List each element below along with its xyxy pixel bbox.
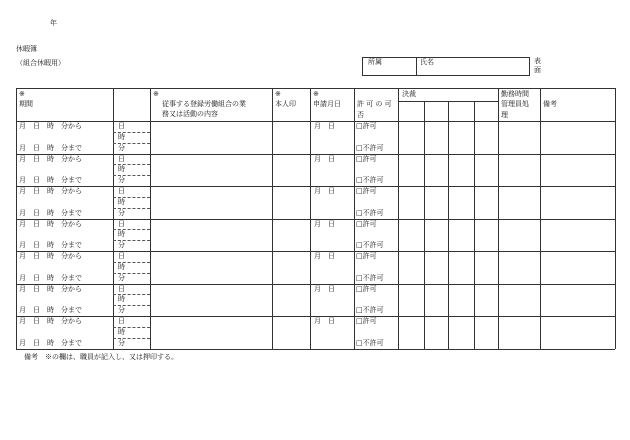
day-unit: 日 <box>118 219 125 228</box>
day-unit: 日 <box>118 317 125 325</box>
column-divider <box>474 101 475 349</box>
column-divider <box>272 88 273 349</box>
period-to: 月 日 時 分まで <box>19 273 82 282</box>
period-from: 月 日 時 分から <box>19 122 82 130</box>
period-from: 月 日 時 分から <box>19 284 82 293</box>
period-from: 月 日 時 分から <box>19 187 82 195</box>
hour-unit: 時 <box>118 295 125 304</box>
day-unit: 日 <box>118 154 125 163</box>
content-label-1: 従事する登録労働組合の業 <box>162 100 246 108</box>
date-mark: ※ <box>313 90 319 98</box>
deny-checkbox: □不許可 <box>356 176 384 185</box>
minute-unit: 分 <box>118 143 125 152</box>
column-divider <box>16 88 17 349</box>
table-border-top <box>16 88 615 89</box>
permit-label-1: 許 可 の 可 <box>357 100 392 108</box>
day-unit: 日 <box>118 284 125 293</box>
content-label-2: 務又は活動の内容 <box>162 110 218 118</box>
column-divider <box>498 88 499 349</box>
permit-checkbox: □許可 <box>356 219 377 228</box>
minute-unit: 分 <box>118 176 125 185</box>
column-divider <box>448 101 449 349</box>
permit-label-2: 否 <box>357 111 364 119</box>
hour-unit: 時 <box>118 230 125 239</box>
column-divider <box>354 88 355 349</box>
period-from: 月 日 時 分から <box>19 252 82 260</box>
form-title: 休暇簿 <box>16 45 37 53</box>
application-date: 月 日 <box>314 284 335 293</box>
seal-label: 本人印 <box>275 100 296 108</box>
minute-unit: 分 <box>118 273 125 282</box>
affiliation-label: 所属 <box>368 58 382 66</box>
column-divider <box>310 88 311 349</box>
column-divider <box>540 88 541 349</box>
application-date: 月 日 <box>314 252 335 260</box>
column-divider <box>150 88 151 349</box>
row-divider <box>16 349 615 350</box>
day-unit: 日 <box>118 122 125 130</box>
year-label: 年 <box>50 19 57 27</box>
period-from: 月 日 時 分から <box>19 317 82 325</box>
form-subtitle: （組合休暇用） <box>16 59 65 67</box>
deny-checkbox: □不許可 <box>356 241 384 250</box>
name-label: 氏名 <box>420 58 434 66</box>
side-label: 表面 <box>534 57 541 74</box>
minute-unit: 分 <box>118 208 125 217</box>
hour-unit: 時 <box>118 327 125 336</box>
minute-unit: 分 <box>118 306 125 315</box>
day-unit: 日 <box>118 187 125 195</box>
manager-label-2: 管理員処 <box>501 100 529 108</box>
application-date: 月 日 <box>314 122 335 130</box>
hour-unit: 時 <box>118 197 125 206</box>
hour-unit: 時 <box>118 132 125 141</box>
minute-unit: 分 <box>118 338 125 347</box>
period-mark: ※ <box>19 90 25 98</box>
date-label: 申請月日 <box>313 100 341 108</box>
period-to: 月 日 時 分まで <box>19 143 82 152</box>
column-divider <box>398 88 399 349</box>
seal-mark: ※ <box>275 90 281 98</box>
period-to: 月 日 時 分まで <box>19 176 82 185</box>
column-divider <box>113 88 114 349</box>
deny-checkbox: □不許可 <box>356 208 384 217</box>
manager-label-3: 理 <box>501 111 508 119</box>
column-divider <box>615 88 616 349</box>
period-from: 月 日 時 分から <box>19 219 82 228</box>
deny-checkbox: □不許可 <box>356 306 384 315</box>
manager-label-1: 勤務時間 <box>501 90 529 98</box>
period-to: 月 日 時 分まで <box>19 338 82 347</box>
minute-unit: 分 <box>118 241 125 250</box>
permit-checkbox: □許可 <box>356 317 377 325</box>
period-to: 月 日 時 分まで <box>19 306 82 315</box>
period-label: 期間 <box>19 100 33 108</box>
application-date: 月 日 <box>314 219 335 228</box>
decision-label: 決裁 <box>402 90 416 98</box>
day-unit: 日 <box>118 252 125 260</box>
permit-checkbox: □許可 <box>356 252 377 260</box>
remarks-label: 備考 <box>543 100 557 108</box>
footer-note: 備考 ※の欄は、職員が記入し、又は押印する。 <box>24 353 178 361</box>
application-date: 月 日 <box>314 317 335 325</box>
column-divider <box>424 101 425 349</box>
application-date: 月 日 <box>314 154 335 163</box>
deny-checkbox: □不許可 <box>356 338 384 347</box>
content-mark: ※ <box>153 90 159 98</box>
period-to: 月 日 時 分まで <box>19 241 82 250</box>
period-to: 月 日 時 分まで <box>19 208 82 217</box>
deny-checkbox: □不許可 <box>356 273 384 282</box>
hour-unit: 時 <box>118 262 125 271</box>
permit-checkbox: □許可 <box>356 187 377 195</box>
application-date: 月 日 <box>314 187 335 195</box>
permit-checkbox: □許可 <box>356 154 377 163</box>
permit-checkbox: □許可 <box>356 122 377 130</box>
period-from: 月 日 時 分から <box>19 154 82 163</box>
deny-checkbox: □不許可 <box>356 143 384 152</box>
permit-checkbox: □許可 <box>356 284 377 293</box>
hour-unit: 時 <box>118 165 125 174</box>
affiliation-name-box <box>362 57 530 76</box>
